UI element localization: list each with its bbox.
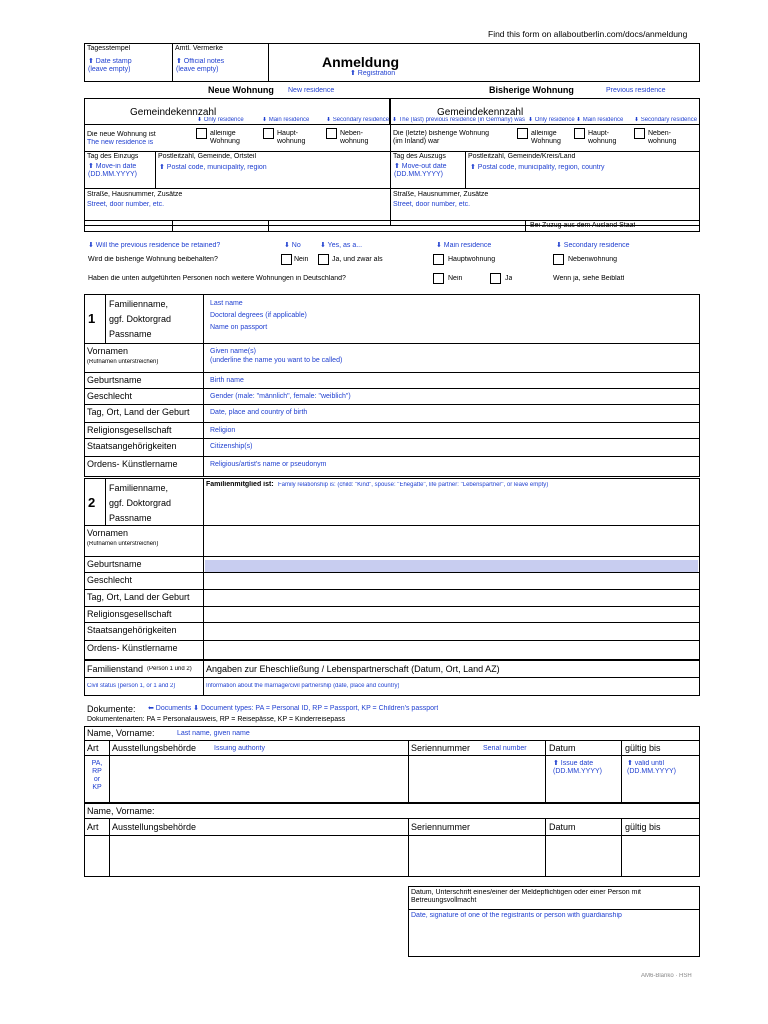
movein-hint[interactable]: ⬆ Move-in date (DD.MM.YYYY) <box>88 163 137 178</box>
new-secondary-hint: ⬇ Secondary residence <box>326 117 389 123</box>
doc2-name-label: Name, Vorname: <box>87 806 155 816</box>
stamp-hint: ⬆ Date stamp (leave empty) <box>88 58 132 73</box>
person1-row-5-field[interactable] <box>205 423 698 437</box>
prev-secondary-checkbox[interactable] <box>634 128 645 139</box>
doc1-name-label: Name, Vorname: <box>87 728 155 738</box>
person1-row-2-field[interactable] <box>205 373 698 387</box>
person2-row-5-label: Religionsgesellschaft <box>87 609 172 619</box>
person2-row-1-field[interactable] <box>205 526 698 555</box>
person1-row-1-sublabel: (Rufnamen unterstreichen) <box>87 359 159 365</box>
doc1-date-header: Datum <box>549 743 576 753</box>
new-main-checkbox[interactable] <box>263 128 274 139</box>
stamp-label: Tagesstempel <box>87 45 131 52</box>
person1-row-6-field[interactable] <box>205 439 698 455</box>
retained-question: Wird die bisherige Wohnung beibehalten? <box>88 256 218 263</box>
new-postal-label: Postleitzahl, Gemeinde, Ortsteil <box>158 153 257 160</box>
person2-row-7-label: Ordens- Künstlername <box>87 643 178 653</box>
prev-secondary-option: Neben- wohnung <box>648 130 677 145</box>
doc1-authority-hint: Issuing authority <box>214 745 265 752</box>
doc2-valid-header: gültig bis <box>625 822 661 832</box>
prev-main-checkbox[interactable] <box>574 128 585 139</box>
retained-yes-hint: ⬇ Yes, as a... <box>320 242 363 249</box>
person1-row-2-hint: Birth name <box>210 377 244 384</box>
person1-row-1-label: Vornamen <box>87 346 129 356</box>
new-main-hint: ⬇ Main residence <box>262 117 310 123</box>
person1-number: 1 <box>88 311 96 326</box>
person1-row-0-hint: Last name Doctoral degrees (if applicable) Name on passport <box>210 300 307 331</box>
retained-secondary-checkbox[interactable] <box>553 254 564 265</box>
doc1-name-hint[interactable]: Last name, given name <box>177 730 250 737</box>
doc1-valid-header: gültig bis <box>625 743 661 753</box>
official-notes-hint: ⬆ Official notes (leave empty) <box>176 58 225 73</box>
moveout-label: Tag des Auszugs <box>393 153 446 160</box>
retained-main-checkbox[interactable] <box>433 254 444 265</box>
retained-main-option: Hauptwohnung <box>448 256 496 263</box>
new-only-option: alleinige Wohnung <box>210 130 240 145</box>
more-yes-option: Ja <box>505 275 513 282</box>
new-residence-title: Neue Wohnung <box>208 85 274 95</box>
prev-only-option: alleinige Wohnung <box>531 130 561 145</box>
more-yes-checkbox[interactable] <box>490 273 501 284</box>
more-residences-question: Haben die unten aufgeführten Personen noch weitere Wohnungen in Deutschland? <box>88 275 346 282</box>
signature-hint: Date, signature of one of the registrants or person with guardianship <box>411 912 622 919</box>
marital-info: Angaben zur Eheschließung / Lebenspartnerschaft (Datum, Ort, Land AZ) <box>206 664 500 674</box>
retained-yes-option: Ja, und zwar als <box>332 256 383 263</box>
new-residence-hint: New residence <box>288 87 335 94</box>
person2-row-0-label: Familienname, ggf. Doktorgrad Passname <box>109 483 172 523</box>
person1-row-3-label: Geschlecht <box>87 391 133 401</box>
retained-main-hint: ⬇ Main residence <box>436 242 492 249</box>
retained-secondary-hint: ⬇ Secondary residence <box>556 242 630 249</box>
person2-row-2-field[interactable] <box>205 557 698 571</box>
doc1-type-header: Art <box>87 743 99 753</box>
form-title-hint: ⬆ Registration <box>350 70 396 77</box>
doc1-serial-hint: Serial number <box>483 745 527 752</box>
person2-row-6-label: Staatsangehörigkeiten <box>87 625 177 635</box>
more-no-option: Nein <box>448 275 463 282</box>
person1-row-7-label: Ordens- Künstlername <box>87 459 178 469</box>
prev-only-checkbox[interactable] <box>517 128 528 139</box>
new-postal-hint[interactable]: ⬆ Postal code, municipality, region <box>159 164 267 171</box>
person1-row-6-hint: Citizenship(s) <box>210 443 253 450</box>
previous-residence-hint: Previous residence <box>606 87 666 94</box>
person1-row-1-hint: Given name(s) (underline the name you want to be called) <box>210 348 343 364</box>
marital-info-hint: Information about the marriage/civil partnership (date, place and country) <box>206 683 400 689</box>
person2-row-1-sublabel: (Rufnamen unterstreichen) <box>87 541 159 547</box>
doc1-valid-hint[interactable]: ⬆ valid until (DD.MM.YYYY) <box>627 760 676 775</box>
new-street-label: Straße, Hausnummer, Zusätze <box>87 191 183 198</box>
person1-row-6-label: Staatsangehörigkeiten <box>87 441 177 451</box>
doc2-serial-header: Seriennummer <box>411 822 471 832</box>
previous-residence-title: Bisherige Wohnung <box>489 85 574 95</box>
doc1-type-hint[interactable]: PA, RP or KP <box>91 760 103 791</box>
doc2-type-header: Art <box>87 822 99 832</box>
movein-label: Tag des Einzugs <box>87 153 139 160</box>
abroad-label: Bei Zuzug aus dem Ausland Staat <box>530 222 636 229</box>
signature-label: Datum, Unterschrift eines/einer der Meldepflichtigen oder einer Person mit Betreuungsvollmacht <box>411 889 641 904</box>
retained-yes-checkbox[interactable] <box>318 254 329 265</box>
person2-row-3-label: Geschlecht <box>87 575 133 585</box>
new-secondary-checkbox[interactable] <box>326 128 337 139</box>
retained-secondary-option: Nebenwohnung <box>568 256 618 263</box>
person2-row-1-label: Vornamen <box>87 528 129 538</box>
person2-row-3-field[interactable] <box>205 573 698 588</box>
prev-postal-hint[interactable]: ⬆ Postal code, municipality, region, country <box>470 164 605 171</box>
family-member-hint: Family relationship is: (child: "Kind", spouse: "Ehegatte", life partner: "Lebenspartner", or leave empty) <box>278 482 549 488</box>
retained-hint: ⬇ Will the previous residence be retained? <box>88 242 221 249</box>
doc1-authority-header: Ausstellungsbehörde <box>112 743 197 753</box>
person2-row-5-field[interactable] <box>205 607 698 621</box>
retained-no-option: Nein <box>294 256 309 263</box>
retained-no-hint: ⬇ No <box>284 242 301 249</box>
person2-row-6-field[interactable] <box>205 623 698 639</box>
prev-postal-label: Postleitzahl, Gemeinde/Kreis/Land <box>468 153 576 160</box>
person2-row-2-label: Geburtsname <box>87 559 142 569</box>
person1-row-4-hint: Date, place and country of birth <box>210 409 308 416</box>
person1-row-5-label: Religionsgesellschaft <box>87 425 172 435</box>
doc1-date-hint[interactable]: ⬆ Issue date (DD.MM.YYYY) <box>553 760 602 775</box>
doc2-authority-header: Ausstellungsbehörde <box>112 822 197 832</box>
previous-gemeinde-label: Gemeindekennzahl <box>437 107 524 118</box>
person1-row-2-label: Geburtsname <box>87 375 142 385</box>
new-only-checkbox[interactable] <box>196 128 207 139</box>
person1-row-7-hint: Religious/artist's name or pseudonym <box>210 461 327 468</box>
doc2-date-header: Datum <box>549 822 576 832</box>
prev-only-hint: ⬇ Only residence <box>528 117 575 123</box>
marital-label-small: (Person 1 und 2) <box>147 666 192 672</box>
person2-number: 2 <box>88 495 96 510</box>
prev-was-label: Die (letzte) bisherige Wohnung (im Inland) war <box>393 130 489 145</box>
marital-label-hint: Civil status (person 1, or 1 and 2) <box>87 683 176 689</box>
person1-row-3-hint: Gender (male: "männlich", female: "weiblich") <box>210 393 351 400</box>
person1-row-5-hint: Religion <box>210 427 236 434</box>
official-notes-label: Amtl. Vermerke <box>175 45 223 52</box>
new-main-option: Haupt- wohnung <box>277 130 306 145</box>
prev-main-option: Haupt- wohnung <box>588 130 617 145</box>
prev-secondary-hint: ⬇ Secondary residence <box>634 117 698 123</box>
person1-row-4-label: Tag, Ort, Land der Geburt <box>87 407 190 417</box>
new-only-hint: ⬇ Only residence <box>197 117 244 123</box>
new-gemeinde-label: Gemeindekennzahl <box>130 107 217 118</box>
marital-label: Familienstand <box>87 664 144 674</box>
form-source-note: Find this form on allaboutberlin.com/docs/anmeldung <box>488 29 688 39</box>
form-title: Anmeldung <box>322 54 399 70</box>
person2-row-7-field[interactable] <box>205 641 698 659</box>
person1-row-0-label: Familienname, ggf. Doktorgrad Passname <box>109 299 172 339</box>
prev-street-hint[interactable]: Street, door number, etc. <box>393 201 471 208</box>
person2-row-4-field[interactable] <box>205 590 698 605</box>
family-member-label: Familienmitglied ist: <box>206 481 274 488</box>
document-table-2 <box>84 803 700 877</box>
documents-hint: ⬅ Documents ⬇ Document types: PA = Personal ID, RP = Passport, KP = Children's passport <box>148 705 439 712</box>
person2-row-4-label: Tag, Ort, Land der Geburt <box>87 592 190 602</box>
more-note: Wenn ja, siehe Beiblatt <box>553 275 625 282</box>
new-secondary-option: Neben- wohnung <box>340 130 369 145</box>
prev-was-hint: ⬇ The (last) previous residence (in Germany) was <box>392 117 525 123</box>
prev-main-hint: ⬇ Main residence <box>576 117 624 123</box>
person2-row-0-field[interactable] <box>205 479 698 524</box>
document-types: Dokumentenarten: PA = Personalausweis, RP = Reisepässe, KP = Kinderreisepass <box>87 716 346 723</box>
retained-no-checkbox[interactable] <box>281 254 292 265</box>
new-is-label: Die neue Wohnung ist <box>87 131 156 138</box>
documents-title: Dokumente: <box>87 704 136 714</box>
prev-street-label: Straße, Hausnummer, Zusätze <box>393 191 489 198</box>
doc1-serial-header: Seriennummer <box>411 743 471 753</box>
more-no-checkbox[interactable] <box>433 273 444 284</box>
new-is-hint: The new residence is <box>87 139 154 146</box>
new-street-hint[interactable]: Street, door number, etc. <box>87 201 165 208</box>
footer-code: AM6-Blanko · HSH <box>641 973 692 979</box>
moveout-hint[interactable]: ⬆ Move-out date (DD.MM.YYYY) <box>394 163 447 178</box>
